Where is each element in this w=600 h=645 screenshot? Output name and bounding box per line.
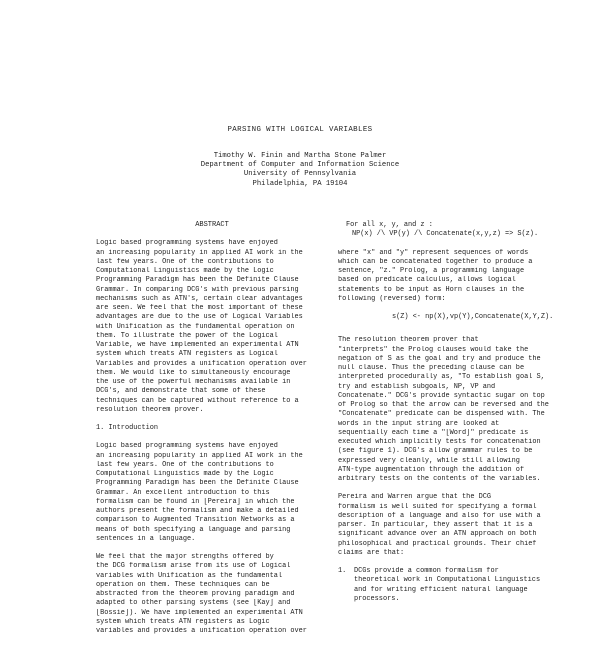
author-block bbox=[0, 152, 600, 189]
text-line: words in the input string are looked at bbox=[338, 419, 500, 428]
text-line: Variable, we have implemented an experimental ATN bbox=[96, 341, 299, 349]
text-line: executed which implicitly tests for concatenation bbox=[338, 438, 541, 446]
text-line: the DCG formalism arise from its use of Logical bbox=[96, 562, 291, 571]
text-line: adapted to other parsing systems (see [Kay] and bbox=[96, 599, 291, 608]
text-line: formalism is well suited for specifying a formal bbox=[338, 502, 537, 511]
text-line: "Concatenate" predicate can be dispensed with. The bbox=[338, 410, 545, 419]
abstract-paragraph bbox=[96, 239, 328, 415]
introduction-heading: 1. Introduction bbox=[96, 424, 159, 432]
text-line: Programming Paradigm has been the Definite Clause bbox=[96, 479, 299, 488]
text-line: variables and provides a unification operation over bbox=[96, 627, 307, 635]
text-line: Concatenate." DCG's provide syntactic sugar on top bbox=[338, 391, 545, 400]
text-line: statements to be input as Horn clauses in the bbox=[338, 285, 525, 294]
introduction-paragraph-1 bbox=[96, 442, 328, 544]
affiliation-department: Department of Computer and Information Science bbox=[200, 161, 400, 170]
text-line: The resolution theorem prover that bbox=[338, 336, 479, 345]
text-line: mechanisms such as ATN's, certain clear advantages bbox=[96, 294, 303, 303]
text-line: system which treats ATN registers as Logic bbox=[96, 617, 270, 626]
affiliation-university: University of Pennsylvania bbox=[243, 170, 357, 179]
list-item-number: 1. bbox=[338, 567, 347, 575]
text-line: and for writing efficient natural language bbox=[354, 585, 528, 594]
text-line: sequentially each time a "[Word]" predicate is bbox=[338, 428, 529, 437]
text-line: Logic based programming systems have enjoyed bbox=[96, 239, 278, 248]
text-line: an increasing popularity in applied AI work in the bbox=[96, 451, 303, 460]
text-line: description of a language and also for use with a bbox=[338, 511, 541, 520]
formula-implication: NP(x) /\ VP(y) /\ Concatenate(x,y,z) => S(z). bbox=[352, 230, 539, 239]
text-line: Programming Paradigm has been the Definite Clause bbox=[96, 276, 299, 285]
text-line: authors present the formalism and make a detailed bbox=[96, 507, 299, 515]
text-line: variables with Unification as the fundamental bbox=[96, 571, 283, 580]
text-line: null clause. Thus the preceding clause can be bbox=[338, 364, 525, 372]
paper-title: PARSING WITH LOGICAL VARIABLES bbox=[227, 126, 373, 134]
text-line: Pereira and Warren argue that the DCG bbox=[338, 493, 491, 502]
text-line: (see figure 1). DCG's allow grammar rules to be bbox=[338, 447, 533, 456]
text-line: interpreted procedurally as, "To establish goal S, bbox=[338, 373, 545, 382]
text-line: "interprets" the Prolog clauses would take the bbox=[338, 345, 529, 354]
text-line: them. We would like to simultaneously encourage bbox=[96, 368, 291, 377]
text-line: with Unification as the fundamental operation on bbox=[96, 322, 295, 331]
text-line: last few years. One of the contributions to bbox=[96, 460, 274, 469]
text-line: DCGs provide a common formalism for bbox=[354, 567, 499, 575]
text-line: formalism can be found in [Pereira] in which the bbox=[96, 497, 295, 506]
text-line: significant advance over an ATN approach on both bbox=[338, 530, 537, 539]
text-line: processors. bbox=[354, 594, 400, 603]
text-line: abstracted from the theorem proving paradigm and bbox=[96, 590, 295, 598]
text-line: theoretical work in Computational Linguistics bbox=[354, 576, 541, 585]
text-line: operation on them. These techniques can be bbox=[96, 580, 270, 589]
left-column bbox=[96, 221, 328, 645]
text-line: arbitrary tests on the contents of the variables. bbox=[338, 475, 541, 483]
text-line: Logic based programming systems have enjoyed bbox=[96, 442, 278, 451]
affiliation-location: Philadelphia, PA 19104 bbox=[252, 179, 348, 188]
claims-list-item bbox=[338, 567, 574, 613]
text-line: negation of S as the goal and try and produce the bbox=[338, 354, 541, 363]
abstract-heading: ABSTRACT bbox=[195, 221, 229, 229]
pereira-warren-paragraph bbox=[338, 493, 574, 558]
text-line: comparison to Augmented Transition Networks as a bbox=[96, 516, 295, 525]
text-line: try and establish subgoals, NP, VP and bbox=[338, 382, 496, 391]
text-line: them. To illustrate the power of the Logical bbox=[96, 331, 278, 340]
text-line: advantages are due to the use of Logical Variables bbox=[96, 313, 303, 322]
text-line: techniques can be captured without reference to a bbox=[96, 396, 299, 405]
horn-clause-paragraph bbox=[338, 249, 574, 305]
text-line: Variables and provides a unification operation over bbox=[96, 359, 307, 368]
text-line: [Bossie]). We have implemented an experimental ATN bbox=[96, 608, 303, 617]
text-line: claims are that: bbox=[338, 548, 405, 557]
text-line: DCG's, and demonstrate that some of these bbox=[96, 387, 266, 396]
text-line: last few years. One of the contributions to bbox=[96, 257, 274, 266]
text-line: which can be concatenated together to produce a bbox=[338, 257, 533, 266]
right-column bbox=[338, 221, 574, 613]
text-line: parser. In particular, they assert that it is a bbox=[338, 521, 533, 529]
text-line: ATN-type augmentation through the addition of bbox=[338, 465, 525, 474]
text-line: of Prolog so that the arrow can be reversed and the bbox=[338, 401, 549, 409]
introduction-paragraph-2 bbox=[96, 553, 328, 636]
text-line: sentences in a language. bbox=[96, 534, 196, 543]
text-line: Computational Linguistics made by the Logic bbox=[96, 267, 274, 275]
text-line: where "x" and "y" represent sequences of words bbox=[338, 248, 529, 257]
text-line: the use of the powerful mechanisms available in bbox=[96, 378, 291, 386]
text-line: Grammar. An excellent introduction to this bbox=[96, 488, 270, 497]
text-line: resolution theorem prover. bbox=[96, 405, 204, 414]
list-item-text bbox=[354, 567, 574, 604]
prolog-clause: s(Z) <- np(X),vp(Y),Concatenate(X,Y,Z). bbox=[392, 313, 554, 321]
text-line: system which treats ATN registers as Logical bbox=[96, 350, 278, 359]
resolution-paragraph bbox=[338, 336, 574, 484]
text-line: expressed very cleanly, while still allowing bbox=[338, 456, 520, 465]
text-line: We feel that the major strengths offered by bbox=[96, 553, 274, 561]
author-names: Timothy W. Finin and Martha Stone Palmer bbox=[213, 152, 387, 160]
formula-quantifier: For all x, y, and z : bbox=[346, 221, 433, 229]
text-line: are seen. We feel that the most important of these bbox=[96, 304, 303, 312]
text-line: following (reversed) form: bbox=[338, 294, 446, 303]
text-line: Computational Linguistics made by the Logic bbox=[96, 470, 274, 478]
text-line: sentence, "z." Prolog, a programming language bbox=[338, 267, 525, 275]
text-line: based on predicate calculus, allows logical bbox=[338, 276, 516, 285]
text-line: an increasing popularity in applied AI work in the bbox=[96, 248, 303, 257]
text-line: philosophical and practical grounds. Their chief bbox=[338, 539, 537, 548]
text-line: Grammar. In comparing DCG's with previous parsing bbox=[96, 285, 299, 294]
text-line: means of both specifying a language and parsing bbox=[96, 525, 291, 534]
